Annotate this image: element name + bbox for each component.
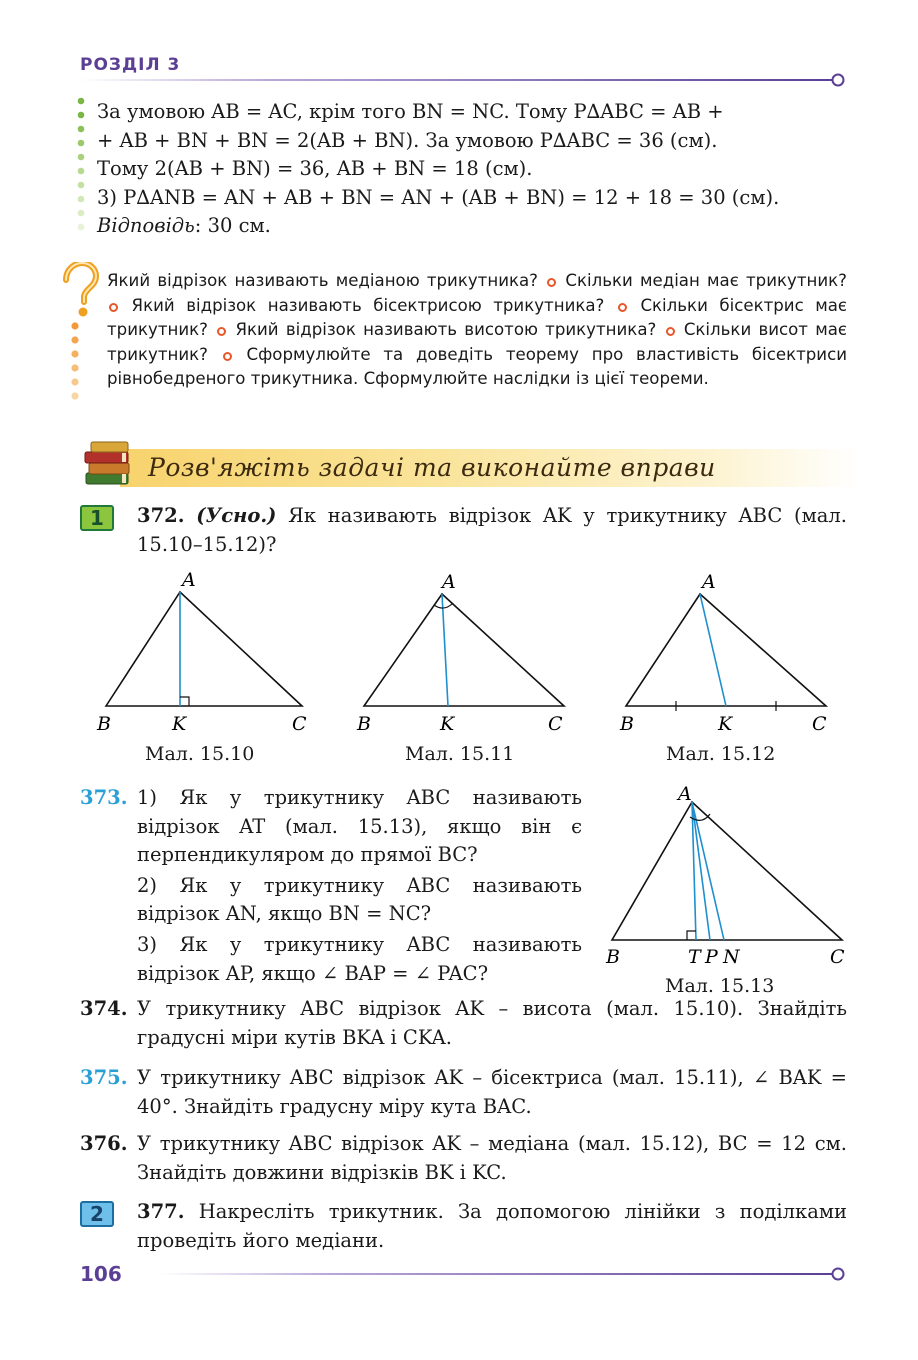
exercise-374-number: 374. (80, 997, 128, 1020)
question-mark-icon (60, 262, 100, 414)
label-k: K (718, 713, 733, 735)
triangle-abc (364, 594, 564, 706)
figure-15-13 (598, 780, 858, 970)
triangle-abc (612, 802, 842, 940)
level-2-badge: 2 (80, 1201, 114, 1227)
right-angle-mark (687, 931, 696, 940)
bullet-icon (109, 303, 118, 312)
exercise-373-part-2: 2) Як у трикутнику ABC називають відрізок AN, якщо BN = NC? (137, 873, 582, 926)
label-p: P (705, 946, 718, 968)
caption-15-11: Мал. 15.11 (405, 743, 515, 765)
exercise-373-part-3: 3) Як у трикутнику ABC називають відрізок AP, якщо ∠ BAP = ∠ PAC? (137, 932, 582, 985)
solution-dots (76, 96, 86, 240)
level-1-badge: 1 (80, 505, 114, 531)
label-a: A (182, 569, 196, 591)
label-c: C (830, 946, 845, 968)
bisector-ak (442, 594, 448, 706)
exercise-372 (137, 502, 847, 559)
label-b: B (357, 713, 371, 735)
question-6: Скільки висот має трикутник? (107, 320, 848, 364)
solution-line-3: Тому 2(AB + BN) = 36, AB + BN = 18 (см). (97, 157, 533, 181)
question-3: Який відрізок називають бісектрисою трикутника? (131, 295, 605, 315)
figure-15-11 (352, 568, 582, 746)
exercise-373-part-1: 1) Як у трикутнику ABC називають відрізок AT (мал. 15.13), якщо він є перпендикуляром до прямої BC? (137, 786, 582, 867)
label-k: K (440, 713, 455, 735)
exercise-376-number: 376. (80, 1132, 128, 1155)
bullet-icon (618, 303, 627, 312)
exercise-377-text: Накресліть трикутник. За допомогою лінійки з поділками проведіть його медіани. (137, 1200, 847, 1252)
triangle-abc (106, 592, 302, 706)
answer-line (97, 212, 847, 241)
median-ak (700, 594, 726, 706)
exercise-377-number: 377. (137, 1200, 185, 1223)
bullet-icon (666, 327, 675, 336)
label-c: C (548, 713, 563, 735)
answer-value: : 30 см. (194, 214, 271, 238)
caption-15-12: Мал. 15.12 (666, 743, 776, 765)
review-questions (107, 269, 847, 392)
caption-15-10: Мал. 15.10 (145, 743, 255, 765)
bullet-icon (217, 327, 226, 336)
label-a: A (702, 571, 716, 593)
page-number: 106 (80, 1262, 122, 1286)
question-7: Сформулюйте та доведіть теорему про властивість бісектриси рівнобедреного трикутника. Сформулюйте наслідки із цієї теореми. (107, 344, 847, 389)
section-label: РОЗДІЛ 3 (80, 55, 181, 75)
exercise-372-text: Як називають відрізок AK у трикутнику ABC (мал. 15.10–15.12)? (137, 504, 847, 556)
caption-15-13: Мал. 15.13 (665, 975, 775, 997)
label-b: B (97, 713, 111, 735)
label-a: A (442, 571, 456, 593)
bullet-icon (223, 352, 232, 361)
right-angle-mark (180, 697, 189, 706)
question-4: Скільки бісектрис має трикутник? (107, 295, 848, 340)
exercise-373 (137, 784, 582, 988)
exercise-376-text: У трикутнику ABC відрізок AK – медіана (мал. 15.12), BC = 12 см. Знайдіть довжини відрізків BK і KC. (137, 1132, 847, 1184)
books-icon (82, 437, 134, 489)
solution-line-1: За умовою AB = AC, крім того BN = NC. Тому P∆ABC = AB + (97, 100, 724, 123)
triangle-abc (626, 594, 826, 706)
figure-15-10 (92, 568, 322, 746)
question-2: Скільки медіан має трикутник? (565, 271, 847, 290)
label-b: B (606, 946, 620, 968)
question-1: Який відрізок називають медіаною трикутника? (107, 271, 538, 290)
label-n: N (723, 946, 740, 968)
label-c: C (812, 713, 827, 735)
label-k: K (172, 713, 187, 735)
exercise-375-text: У трикутнику ABC відрізок AK – бісектриса (мал. 15.11), ∠ BAK = 40°. Знайдіть градусну міру кута BAC. (137, 1066, 847, 1118)
solution-line-2: + AB + BN + BN = 2(AB + BN). За умовою P∆ABC = 36 (см). (97, 128, 718, 152)
answer-label: Відповідь (97, 214, 195, 238)
exercise-374 (137, 995, 847, 1052)
exercises-banner (82, 447, 842, 487)
question-5: Який відрізок називають висотою трикутника? (235, 320, 657, 340)
footer-rule (160, 1266, 850, 1282)
solution-text (97, 98, 847, 241)
exercise-372-oral: (Усно.) (196, 504, 277, 527)
exercise-377 (137, 1198, 847, 1255)
exercise-372-number: 372. (137, 504, 185, 527)
header-rule (80, 72, 850, 88)
solution-line-4: 3) P∆ANB = AN + AB + BN = AN + (AB + BN) = 12 + 18 = 30 (см). (97, 185, 780, 209)
bullet-icon (547, 278, 556, 287)
label-b: B (620, 713, 634, 735)
label-c: C (292, 713, 307, 735)
label-t: T (688, 946, 701, 968)
banner-title: Розв'яжіть задачі та виконайте вправи (148, 453, 716, 482)
exercise-373-number: 373. (80, 786, 128, 809)
figure-15-12 (612, 568, 842, 746)
label-a: A (678, 783, 692, 805)
exercise-374-text: У трикутнику ABC відрізок AK – висота (мал. 15.10). Знайдіть градусні міри кутів BKA і CKA. (137, 997, 847, 1049)
exercise-375-number: 375. (80, 1066, 128, 1089)
